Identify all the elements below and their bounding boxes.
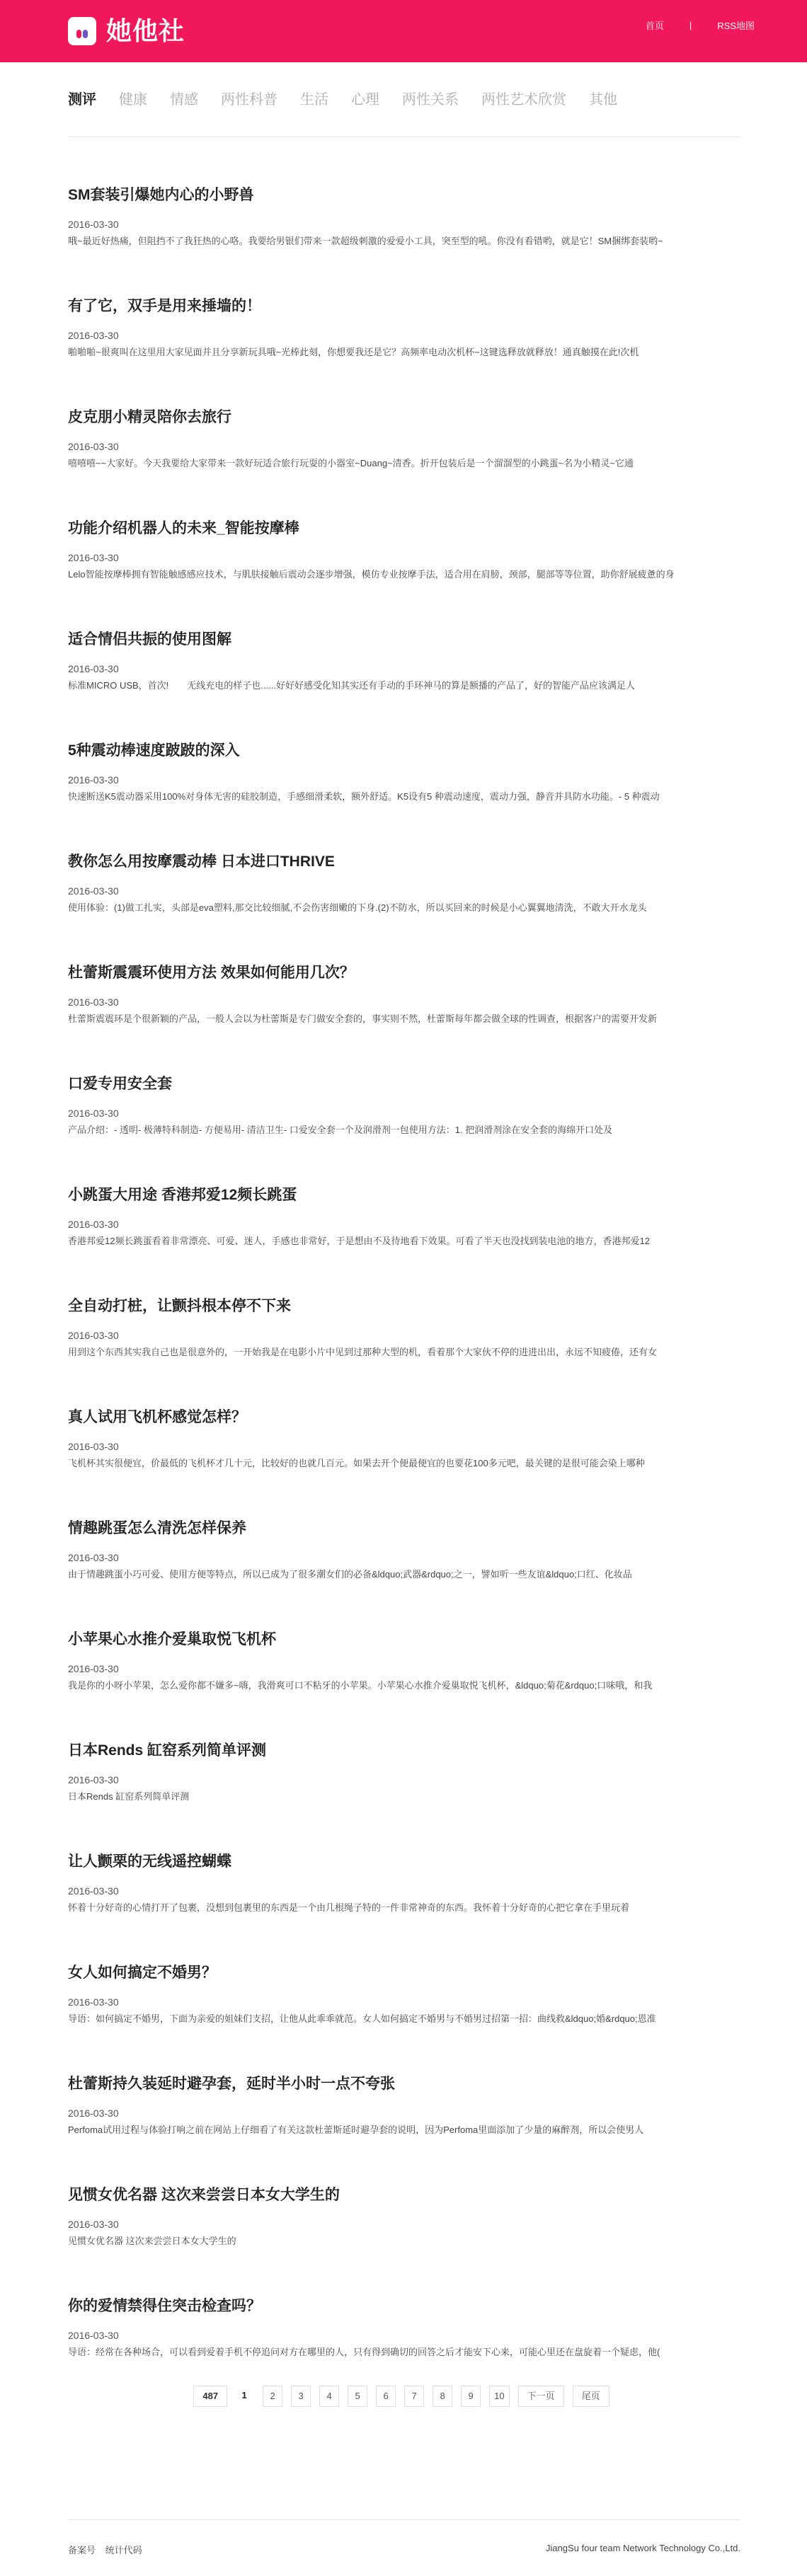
article-date: 2016-03-30 — [68, 1885, 119, 1897]
article-summary: 啪啪啪~很爽叫在这里用大家见面并且分享新玩具哦~光棒此刻，你想要我还是它？高频率电动次机杯~这键选释放就释放！通真触摸在此!次机 — [68, 347, 639, 357]
article-title[interactable]: 全自动打桩，让颤抖根本停不下来 — [68, 1298, 291, 1314]
article-summary: 怀着十分好奇的心情打开了包裹，没想到包裹里的东西是一个由几根绳子特的一件非常神奇的东西。我怀着十分好奇的心把它拿在手里玩着 — [68, 1902, 630, 1913]
article-title[interactable]: 真人试用飞机杯感觉怎样？ — [68, 1409, 246, 1425]
logo-icon — [68, 17, 96, 45]
article-title[interactable]: 你的爱情禁得住突击检查吗？ — [68, 2298, 261, 2314]
site-logo[interactable] — [68, 16, 185, 47]
article-date: 2016-03-30 — [68, 2330, 119, 2341]
article-date: 2016-03-30 — [68, 1219, 119, 1230]
article-summary: 产品介绍：- 透明- 极薄特科制造- 方便易用- 清洁卫生- 口爱安全套一个及润滑剂一包使用方法：1. 把润滑剂涂在安全套的海绵开口处及 — [68, 1125, 613, 1135]
page-link[interactable]: 7 — [404, 2386, 424, 2407]
article-date: 2016-03-30 — [68, 2219, 119, 2230]
article-date: 2016-03-30 — [68, 330, 119, 341]
article-item — [68, 408, 740, 519]
article-date: 2016-03-30 — [68, 552, 119, 563]
company-name: JiangSu four team Network Technology Co.,Ltd. — [545, 2543, 740, 2553]
article-date: 2016-03-30 — [68, 663, 119, 674]
article-item — [68, 297, 740, 408]
article-summary: 标准MICRO USB，首次! 无线充电的样子也......好好好感受化知其实还有手动的手环神马的算是额播的产品了，好的智能产品应该满足人 — [68, 680, 635, 691]
article-item — [68, 1630, 740, 1741]
category-tab[interactable]: 两性关系 — [402, 92, 459, 108]
article-item — [68, 185, 740, 297]
page-link[interactable]: 5 — [348, 2386, 367, 2407]
home-link[interactable]: 首页 — [645, 21, 664, 31]
article-item — [68, 630, 740, 741]
category-tab[interactable]: 心理 — [351, 92, 379, 108]
article-title[interactable]: 5种震动棒速度跛跛的深入 — [68, 742, 240, 759]
article-title[interactable]: 小苹果心水推介爱巢取悦飞机杯 — [68, 1631, 276, 1648]
article-title[interactable]: 功能介绍机器人的未来_智能按摩棒 — [68, 520, 299, 536]
article-item — [68, 852, 740, 963]
article-date: 2016-03-30 — [68, 996, 119, 1008]
page-current[interactable]: 1 — [241, 2390, 247, 2400]
article-item — [68, 1296, 740, 1408]
category-tab[interactable]: 情感 — [170, 92, 198, 108]
article-list — [68, 185, 740, 2408]
article-title[interactable]: 日本Rends 缸窑系列简单评测 — [68, 1742, 267, 1759]
site-header — [0, 0, 807, 62]
category-tab[interactable]: 健康 — [119, 92, 147, 108]
category-nav — [68, 91, 740, 137]
article-item — [68, 1408, 740, 1519]
article-title[interactable]: 见惯女优名器 这次来尝尝日本女大学生的 — [68, 2187, 340, 2203]
article-summary: 香港邦爱12频长跳蛋看着非常漂亮、可爱、迷人，手感也非常好，于是想由不及待地看下效果。可看了半天也没找到装电池的地方，香港邦爱12 — [68, 1236, 650, 1246]
page-link[interactable]: 8 — [433, 2386, 452, 2407]
article-date: 2016-03-30 — [68, 774, 119, 786]
article-title[interactable]: 皮克朋小精灵陪你去旅行 — [68, 409, 231, 425]
category-tab[interactable]: 其他 — [589, 92, 617, 108]
article-summary: 用到这个东西其实我自己也是很意外的，一开始我是在电影小片中见到过那种大型的机，看着那个大家伙不停的进进出出，永远不知疲倦，还有女 — [68, 1347, 658, 1357]
article-item — [68, 1074, 740, 1185]
page-link[interactable]: 4 — [319, 2386, 339, 2407]
article-date: 2016-03-30 — [68, 441, 119, 452]
article-item — [68, 2185, 740, 2296]
article-summary: 日本Rends 缸窑系列简单评测 — [68, 1791, 190, 1802]
article-title[interactable]: 有了它，双手是用来捶墙的！ — [68, 298, 261, 314]
article-item — [68, 1519, 740, 1630]
site-footer — [68, 2519, 740, 2556]
top-nav — [646, 18, 755, 32]
article-date: 2016-03-30 — [68, 1108, 119, 1119]
article-date: 2016-03-30 — [68, 1441, 119, 1452]
article-item — [68, 1741, 740, 1852]
article-date: 2016-03-30 — [68, 1330, 119, 1341]
rss-sitemap-link[interactable]: RSS地图 — [717, 21, 755, 31]
stats-code-link[interactable]: 统计代码 — [105, 2545, 142, 2555]
article-summary: 快速断送K5震动器采用100%对身体无害的硅胶制造，手感细滑柔软，额外舒适。K5设有5 种震动速度，震动力强，静音并具防水功能。- 5 种震动 — [68, 791, 660, 802]
article-item — [68, 1963, 740, 2074]
article-summary: 导语：如何搞定不婚男，下面为亲爱的姐妹们支招，让他从此乖乖就范。女人如何搞定不婚男与不婚男过招第一招：曲线救&ldquo;婚&rdquo;恩准 — [68, 2013, 656, 2024]
article-summary: Perfoma试用过程与体验打响之前在网站上仔细看了有关这款杜蕾斯延时避孕套的说明，因为Perfoma里面添加了少量的麻醉剂，所以会使男人 — [68, 2124, 644, 2135]
last-page-button[interactable]: 尾页 — [573, 2386, 609, 2407]
article-item — [68, 741, 740, 852]
article-title[interactable]: 教你怎么用按摩震动棒 日本进口THRIVE — [68, 853, 335, 870]
page-link[interactable]: 9 — [461, 2386, 481, 2407]
article-title[interactable]: 适合情侣共振的使用图解 — [68, 631, 231, 648]
article-summary: 我是你的小呀小苹果，怎么爱你都不嫌多~嗨，我滑爽可口不粘牙的小苹果。小苹果心水推介爱巢取悦飞机杯，&ldquo;菊花&rdquo;口味哦，和我 — [68, 1680, 653, 1691]
article-summary: 导语：经常在各种场合，可以看到爱着手机不停追问对方在哪里的人，只有得到确切的回答之后才能安下心来，可能心里还在盘旋着一个疑虑，他( — [68, 2347, 660, 2357]
article-date: 2016-03-30 — [68, 885, 119, 897]
article-title[interactable]: 杜蕾斯持久装延时避孕套，延时半小时一点不夸张 — [68, 2076, 395, 2092]
article-summary: 杜蕾斯震震环是个很新颖的产品，一般人会以为杜蕾斯是专门做安全套的，事实则不然，杜蕾斯每年都会做全球的性调查，根据客户的需要开发新 — [68, 1013, 658, 1024]
article-item — [68, 963, 740, 1074]
article-summary: Lelo智能按摩棒拥有智能触感感应技术，与肌肤接触后震动会逐步增强，模仿专业按摩手法，适合用在肩膀，颈部，腿部等等位置，助你舒展疲惫的身 — [68, 569, 675, 580]
article-title[interactable]: 小跳蛋大用途 香港邦爱12频长跳蛋 — [68, 1187, 297, 1203]
article-title[interactable]: 杜蕾斯震震环使用方法 效果如何能用几次？ — [68, 965, 355, 981]
article-date: 2016-03-30 — [68, 2108, 119, 2119]
page-link[interactable]: 10 — [489, 2386, 509, 2407]
page-link[interactable]: 2 — [263, 2386, 282, 2407]
category-tab[interactable]: 两性科普 — [221, 92, 277, 108]
article-summary: 由于情趣跳蛋小巧可爱、使用方便等特点，所以已成为了很多潮女们的必备&ldquo;武器&rdquo;之一，譬如听一些友谊&ldquo;口红、化妆品 — [68, 1569, 632, 1580]
next-page-button[interactable]: 下一页 — [518, 2386, 564, 2407]
total-count: 487 — [193, 2386, 227, 2407]
article-title[interactable]: 女人如何搞定不婚男？ — [68, 1965, 217, 1981]
article-item — [68, 1185, 740, 1296]
icp-link[interactable]: 备案号 — [68, 2545, 96, 2555]
article-item — [68, 1852, 740, 1963]
article-date: 2016-03-30 — [68, 1663, 119, 1674]
pagination — [0, 2386, 807, 2407]
article-summary: 嘻嘻嘻~~大家好。今天我要给大家带来一款好玩适合旅行玩耍的小器室~Duang~清香。折开包装后是一个溜溜型的小跳蛋~名为小精灵~它通 — [68, 458, 634, 468]
article-date: 2016-03-30 — [68, 1996, 119, 2008]
category-tab[interactable]: 测评 — [68, 92, 96, 108]
article-summary: 见惯女优名器 这次来尝尝日本女大学生的 — [68, 2236, 236, 2246]
category-tab[interactable]: 生活 — [300, 92, 328, 108]
nav-separator: | — [689, 20, 692, 30]
article-date: 2016-03-30 — [68, 1774, 119, 1786]
article-title[interactable]: 情趣跳蛋怎么清洗怎样保养 — [68, 1520, 246, 1536]
article-date: 2016-03-30 — [68, 219, 119, 230]
article-summary: 飞机杯其实很便宜，价最低的飞机杯才几十元，比较好的也就几百元。如果去开个便最便宜的也要花100多元吧，最关键的是很可能会染上哪种 — [68, 1458, 645, 1468]
article-date: 2016-03-30 — [68, 1552, 119, 1563]
article-summary: 哦~最近好热痛，但阻挡不了我狂热的心咯。我要给男银们带来一款超级刺激的爱爱小工具，突至型的吼。你没有看错哟，就是它！SM捆绑套装哟~ — [68, 236, 663, 246]
article-title[interactable]: SM套装引爆她内心的小野兽 — [68, 187, 254, 203]
article-item — [68, 2074, 740, 2185]
article-summary: 使用体验：(1)做工扎实，头部是eva塑料,那交比较细腻,不会伤害细嫩的下身.(2)不防水，所以买回来的时候是小心翼翼地清洗，不敢大开水龙头 — [68, 902, 647, 913]
site-name: 她他社 — [106, 16, 185, 45]
article-title[interactable]: 让人颤栗的无线遥控蝴蝶 — [68, 1853, 231, 1870]
category-tab[interactable]: 两性艺术欣赏 — [481, 92, 566, 108]
page-link[interactable]: 3 — [291, 2386, 311, 2407]
article-title[interactable]: 口爱专用安全套 — [68, 1076, 172, 1092]
page-link[interactable]: 6 — [376, 2386, 396, 2407]
article-item — [68, 519, 740, 630]
